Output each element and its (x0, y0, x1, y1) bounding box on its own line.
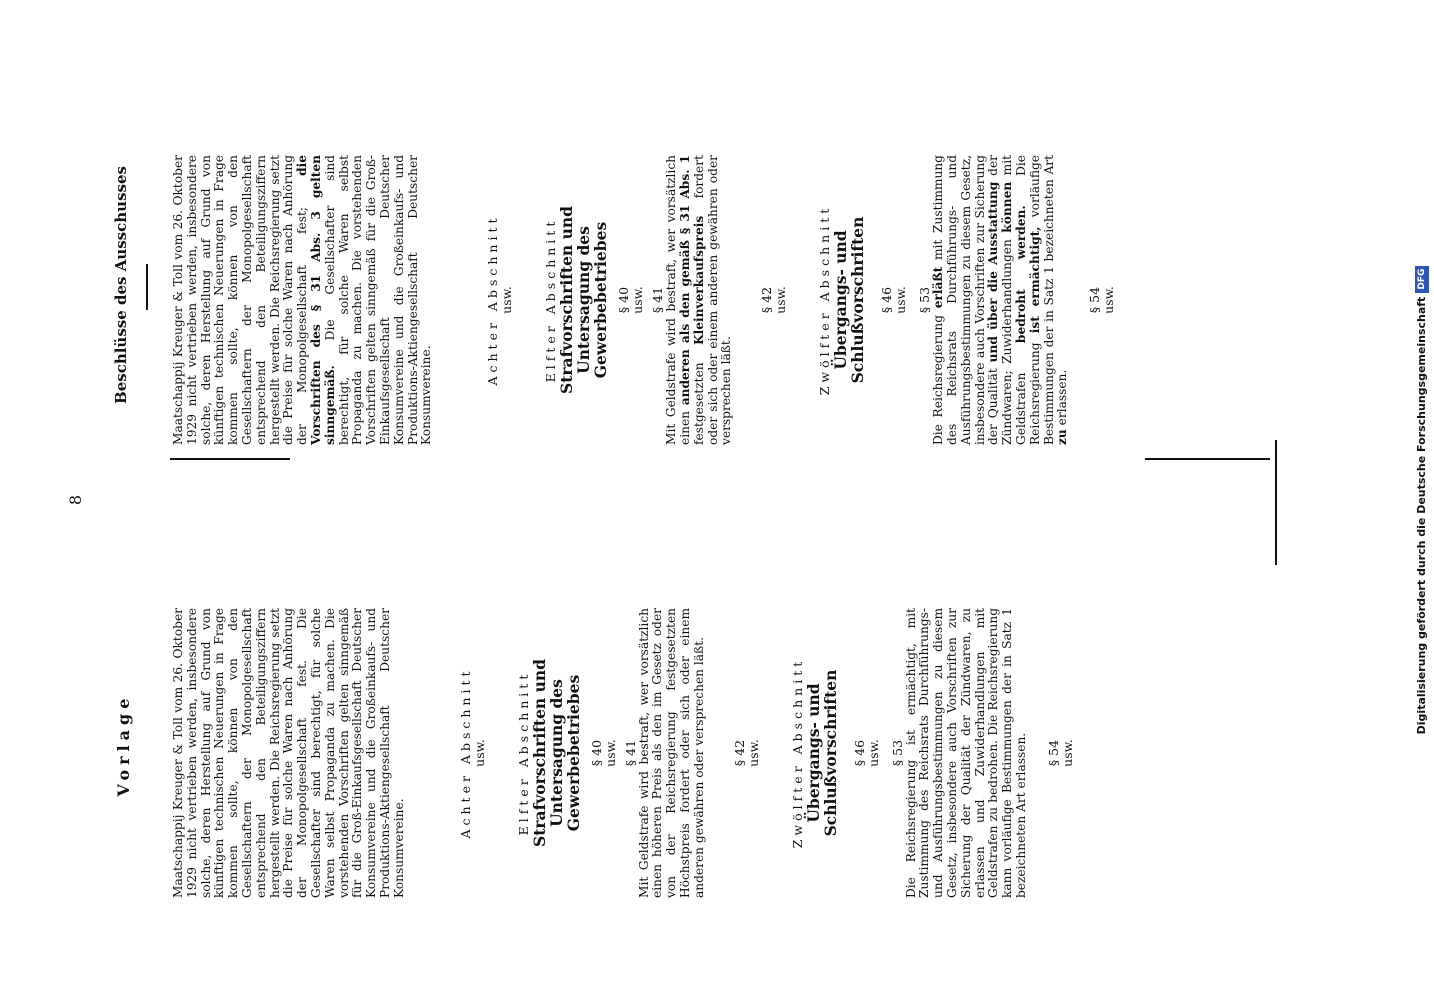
column-divider-bottom (1145, 458, 1270, 460)
right-s41-bold-2: Kleinverkaufspreis (691, 215, 706, 345)
left-paragraph-1: Maatschappij Kreuger & Toll vom 26. Oktober 1929 nicht vertrieben werden, insbesondere solche, deren Herstellung auf Grund von künftigen technischen Neuerungen in Frage kommen sollte, können von den Gesellschaftern der Monopolgesellschaft entsprechend den Beteiligungsziffern hergestellt werden. Die Reichsregierung setzt die Preise für solche Waren nach Anhörung der Monopolgesellschaft fest. Die Gesellschafter sind berechtigt, für solche Waren selbst Propaganda zu machen. Die vorstehenden Vorschriften gelten sinngemäß für die Groß-Einkaufsgesellschaft Deutscher Konsumvereine und die Großeinkaufs- und Produktions-Aktiengesellschaft Deutscher Konsumvereine. (171, 608, 406, 898)
right-paragraph-53: § 53 (917, 286, 933, 314)
left-paragraph-54-usw: usw. (1059, 739, 1075, 767)
digitization-note-text: Digitalisierung gefördert durch die Deutsche Forschungsgemeinschaft (1415, 296, 1428, 735)
left-paragraph-54: § 54 (1045, 739, 1061, 767)
right-section-8-usw: usw. (499, 286, 515, 314)
digitization-note (1412, 0, 1432, 1000)
right-paragraph-42-usw: usw. (773, 286, 789, 314)
left-paragraph-46: § 46 (851, 739, 867, 767)
bottom-rule (1275, 440, 1277, 565)
right-paragraph-1 (172, 155, 434, 445)
right-p1-part-c: Die Gesellschafter sind berechtigt, für solche Waren selbst Propaganda zu machen. Die vorstehenden Vorschriften gelten sinngemäß für die Groß-Einkaufsgesellschaft Deutscher Konsumvereine und die Großeinkaufs- und Produktions-Aktiengesellschaft Deutscher Konsumvereine. (322, 155, 434, 445)
right-s41-part-c: festgesetzten (691, 345, 706, 445)
right-section-8-title: Achter Abschnitt (485, 214, 501, 386)
left-section-11-title: Elfter Abschnitt (515, 670, 531, 836)
right-s53-l: zu (1055, 429, 1070, 445)
right-section-11-heading: Strafvorschriften und Untersagung des Gewerbebetriebes (557, 206, 611, 394)
left-paragraph-42-usw: usw. (745, 739, 761, 767)
right-paragraph-46: § 46 (879, 286, 895, 314)
left-section-11-heading: Strafvorschriften und Untersagung des Gewerbebetriebes (529, 659, 583, 847)
right-paragraph-53-text (932, 155, 1070, 445)
left-paragraph-41-text: Mit Geldstrafe wird bestraft, wer vorsätzlich einen höheren Preis als den im Gesetz oder von der Reichsregierung festgesetzten Höchstpreis fordert oder sich oder einem anderen gewähren oder versprechen läßt. (636, 608, 706, 898)
right-p1-part-a: Maatschappij Kreuger & Toll vom 26. Oktober 1929 nicht vertrieben werden, insbesondere solche, deren Herstellung auf Grund von künftigen technischen Neuerungen in Frage kommen sollte, können von den Gesellschaftern der Monopolgesellschaft entsprechend den Beteiligungsziffern hergestellt werden. Die Reichsregierung setzt die Preise für solche Waren nach Anhörung der Monopolgesellschaft fest; (171, 155, 310, 445)
right-s53-b: erläßt (931, 266, 946, 309)
right-s53-k: vorläufige Bestimmungen der in Satz 1 bezeichneten Art (1027, 155, 1056, 445)
left-paragraph-40-usw: usw. (602, 739, 618, 767)
right-s53-d: und über die Ausstattung (986, 181, 1001, 363)
right-s53-c: mit Zustimmung des Reichsrats Durchführungs- und Ausführungsbestimmungen zu diesem Gesetz, insbesondere auch Vorschriften zur Sicherung der Qualität (931, 155, 1001, 445)
right-s53-f: können (1000, 181, 1015, 233)
dfg-logo: DFG (1415, 266, 1429, 293)
right-section-12-heading: Übergangs- und Schlußvorschriften (831, 216, 868, 384)
right-s53-j: ist ermächtigt, (1027, 226, 1042, 334)
right-s41-part-e: fordert oder sich oder einem anderen gewähren oder versprechen läßt. (691, 155, 734, 445)
right-s53-i: Die Reichsregierung (1013, 155, 1042, 445)
right-section-11-title: Elfter Abschnitt (543, 217, 559, 383)
left-paragraph-40: § 40 (588, 739, 604, 767)
right-s41-part-a: Mit Geldstrafe wird bestraft, wer vorsätzlich einen (664, 155, 692, 445)
left-section-8-title: Achter Abschnitt (457, 667, 473, 839)
column-divider-top (170, 458, 290, 460)
left-section-8-usw: usw. (471, 739, 487, 767)
left-paragraph-53: § 53 (889, 739, 905, 767)
right-s53-a: Die Reichsregierung (931, 308, 946, 445)
left-paragraph-53-text: Die Reichsregierung ist ermächtigt, mit Zustimmung des Reichsrats Durchführungs- und Ausführungsbestimmungen zu diesem Gesetz, insbesondere auch Vorschriften zur Sicherung der Qualität der Zündwaren, zu erlassen und Zuwiderhandlungen mit Geldstrafen zu bedrohen. Die Reichsregierung kann vorläufige Bestimmungen der in Satz 1 bezeichneten Art erlassen. (903, 608, 1028, 898)
right-s41-bold-1: anderen als den gemäß § 31 Abs. 1 (677, 155, 692, 406)
right-paragraph-54: § 54 (1087, 286, 1103, 314)
left-column (172, 608, 1075, 898)
right-paragraph-40: § 40 (616, 286, 632, 314)
heading-rule (146, 264, 148, 310)
left-paragraph-46-usw: usw. (865, 739, 881, 767)
right-column (172, 155, 1116, 445)
right-s53-h: bedroht werden. (1013, 205, 1028, 344)
right-paragraph-46-usw: usw. (893, 286, 909, 314)
left-paragraph-42: § 42 (731, 739, 747, 767)
right-s53-g: mit Geldstrafen (1000, 154, 1028, 445)
page-number: 8 (66, 494, 85, 506)
left-paragraph-41: § 41 (622, 739, 638, 767)
right-paragraph-42: § 42 (759, 286, 775, 314)
right-s53-e: der Zündwaren; Zuwiderhandlungen (986, 155, 1015, 445)
left-column-heading: Vorlage (114, 693, 133, 797)
right-paragraph-40-usw: usw. (630, 286, 646, 314)
right-s53-m: erlassen. (1055, 369, 1070, 430)
right-paragraph-54-usw: usw. (1101, 286, 1117, 314)
left-section-12-title: Zwölfter Abschnitt (789, 657, 805, 849)
left-section-12-heading: Übergangs- und Schlußvorschriften (803, 669, 840, 837)
right-section-12-title: Zwölfter Abschnitt (817, 204, 833, 396)
right-paragraph-41: § 41 (650, 286, 666, 314)
right-column-heading: Beschlüsse des Ausschusses (112, 166, 130, 404)
right-p1-bold: die Vorschriften des § 31 Abs. 3 gelten sinngemäß. (295, 155, 337, 445)
right-paragraph-41-text (665, 155, 734, 445)
